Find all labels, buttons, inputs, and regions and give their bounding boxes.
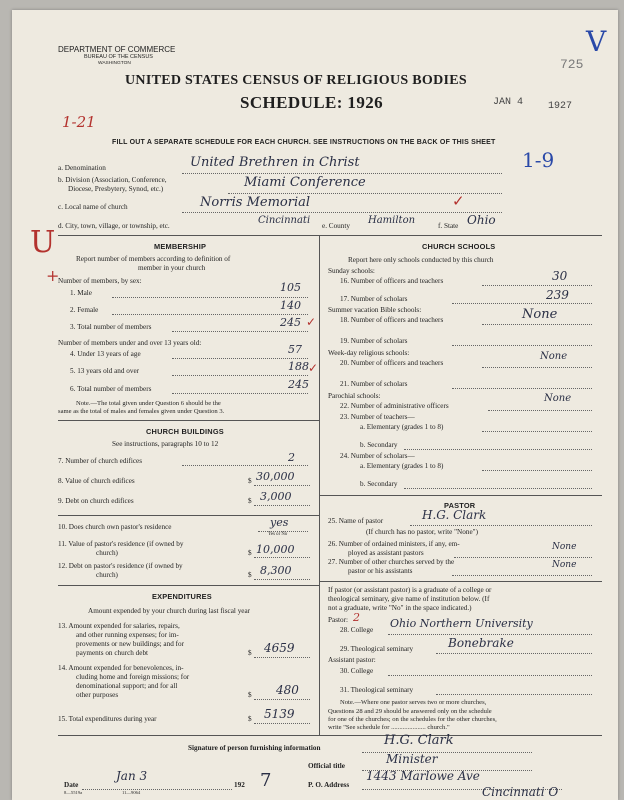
q1-label: 1. Male bbox=[70, 289, 92, 297]
grad-note-line3: not a graduate, write "No" in the space indicated.) bbox=[328, 604, 472, 612]
q5-label: 5. 13 years old and over bbox=[70, 367, 140, 375]
sunday-label: Sunday schools: bbox=[328, 267, 375, 275]
q26-label-line1: 26. Number of ordained ministers, if any, em- bbox=[328, 540, 460, 548]
q26-line bbox=[454, 557, 592, 558]
q22-value: None bbox=[544, 393, 572, 404]
q26-label-line2: ployed as assistant pastors bbox=[348, 549, 424, 557]
official-title-value: Minister bbox=[386, 752, 438, 766]
year-value: 7 bbox=[260, 770, 272, 791]
q5-line bbox=[172, 375, 308, 376]
q29-value: Bonebrake bbox=[448, 636, 514, 650]
year-label: 192 bbox=[234, 781, 245, 789]
q4-value: 57 bbox=[288, 343, 302, 356]
q24-label: 24. Number of scholars— bbox=[340, 452, 415, 460]
date-line bbox=[82, 789, 232, 790]
q11-label-line2: church) bbox=[96, 549, 118, 557]
serial-number: 725 bbox=[560, 57, 584, 72]
graduate-divider bbox=[319, 581, 602, 582]
q13-line bbox=[254, 657, 310, 658]
form-number-2: 11—9064 bbox=[122, 790, 141, 795]
q1-line bbox=[112, 297, 308, 298]
membership-title: MEMBERSHIP bbox=[154, 242, 207, 251]
q5-value: 188 bbox=[288, 360, 309, 373]
q25-note: (If church has no pastor, write "None") bbox=[366, 528, 478, 536]
q9-dollar: $ bbox=[248, 497, 252, 505]
q17-label: 17. Number of scholars bbox=[340, 295, 408, 303]
q17-line bbox=[452, 303, 592, 304]
received-stamp-date: JAN 4 bbox=[493, 97, 524, 108]
q6-value: 245 bbox=[288, 378, 309, 391]
q31-label: 31. Theological seminary bbox=[340, 686, 414, 694]
q22-line bbox=[488, 410, 592, 411]
q18-value: None bbox=[522, 307, 558, 322]
q14-line3: denominational support; and for all bbox=[76, 682, 178, 690]
po-address-value: 1443 Marlowe Ave bbox=[366, 769, 480, 783]
q7-label: 7. Number of church edifices bbox=[58, 457, 143, 465]
summer-label: Summer vacation Bible schools: bbox=[328, 306, 422, 314]
by-sex-label: Number of members, by sex: bbox=[58, 277, 142, 285]
pastor-note-line3: for one of the churches; on the schedules for the other churches, bbox=[328, 716, 497, 723]
q31-line bbox=[436, 694, 592, 695]
q8-line bbox=[254, 485, 310, 486]
q13-line1: 13. Amount expended for salaries, repairs, bbox=[58, 622, 180, 630]
q29-label: 29. Theological seminary bbox=[340, 645, 414, 653]
q9-value: 3,000 bbox=[260, 490, 292, 503]
q10-label: 10. Does church own pastor's residence bbox=[58, 523, 172, 531]
q11-value: 10,000 bbox=[256, 543, 295, 556]
q16-line bbox=[482, 285, 592, 286]
signature-value: H.G. Clark bbox=[384, 733, 454, 748]
local-name-value: Norris Memorial bbox=[200, 195, 311, 210]
pastor-note-line4: write "See schedule for ..................... church." bbox=[328, 724, 450, 731]
q14-value: 480 bbox=[276, 683, 299, 697]
local-name-line bbox=[182, 212, 502, 213]
q16-value: 30 bbox=[552, 269, 568, 283]
q7-value: 2 bbox=[288, 451, 295, 464]
division-value: Miami Conference bbox=[244, 175, 366, 190]
q24b-line bbox=[404, 488, 592, 489]
date-value: Jan 3 bbox=[116, 769, 148, 783]
q16-label: 16. Number of officers and teachers bbox=[340, 277, 444, 285]
official-title-label: Official title bbox=[308, 762, 345, 770]
buildings-title: CHURCH BUILDINGS bbox=[146, 427, 224, 436]
q11-dollar: $ bbox=[248, 549, 252, 557]
q15-value: 5139 bbox=[264, 707, 295, 721]
q19-line bbox=[452, 345, 592, 346]
q14-line2: cluding home and foreign missions; for bbox=[76, 673, 190, 681]
q3-value: 245 bbox=[280, 316, 301, 329]
q9-line bbox=[254, 505, 310, 506]
denomination-label: a. Denomination bbox=[58, 164, 106, 172]
q18-label: 18. Number of officers and teachers bbox=[340, 316, 444, 324]
red-check-mark: ✓ bbox=[452, 192, 465, 210]
q1-value: 105 bbox=[280, 281, 301, 294]
q2-value: 140 bbox=[280, 299, 301, 312]
q4-line bbox=[172, 358, 308, 359]
q24b-label: b. Secondary bbox=[360, 480, 398, 488]
q13-dollar: $ bbox=[248, 649, 252, 657]
parochial-label: Parochial schools: bbox=[328, 392, 381, 400]
pastor-sub-label: Pastor: bbox=[328, 616, 348, 624]
state-label: f. State bbox=[438, 222, 459, 230]
q11-line bbox=[254, 557, 310, 558]
denomination-value: United Brethren in Christ bbox=[190, 155, 360, 170]
form-number-1: 8—5519a bbox=[64, 790, 83, 795]
q3-red-check: ✓ bbox=[306, 315, 317, 329]
denomination-code: 1-9 bbox=[522, 148, 555, 172]
q2-label: 2. Female bbox=[70, 306, 99, 314]
pastor-divider bbox=[319, 495, 602, 496]
membership-note2: same as the total of males and females given under Question 3. bbox=[58, 408, 225, 415]
q13-value: 4659 bbox=[264, 641, 295, 655]
membership-sub2: member in your church bbox=[138, 264, 206, 272]
q3-line bbox=[172, 331, 308, 332]
q3-label: 3. Total number of members bbox=[70, 323, 152, 331]
q12-dollar: $ bbox=[248, 571, 252, 579]
q27-line bbox=[452, 575, 592, 576]
membership-sub1: Report number of members according to definition of bbox=[76, 255, 231, 263]
q20-label: 20. Number of officers and teachers bbox=[340, 359, 444, 367]
bureau-label: BUREAU OF THE CENSUS bbox=[84, 54, 153, 60]
under-over-label: Number of members under and over 13 years old: bbox=[58, 339, 202, 347]
q23a-line bbox=[482, 431, 592, 432]
form-title: UNITED STATES CENSUS OF RELIGIOUS BODIES bbox=[125, 73, 468, 88]
q27-label-line1: 27. Number of other churches served by the bbox=[328, 558, 455, 566]
schedule-title: SCHEDULE: 1926 bbox=[240, 93, 384, 112]
q8-label: 8. Value of church edifices bbox=[58, 477, 135, 485]
q2-line bbox=[112, 314, 308, 315]
q9-label: 9. Debt on church edifices bbox=[58, 497, 134, 505]
q23b-line bbox=[404, 449, 592, 450]
footer-divider bbox=[58, 735, 602, 736]
signature-label: Signature of person furnishing information bbox=[188, 744, 321, 752]
pastor-title: PASTOR bbox=[444, 501, 476, 510]
q15-line bbox=[254, 723, 310, 724]
q15-dollar: $ bbox=[248, 715, 252, 723]
q14-line1: 14. Amount expended for benevolences, in- bbox=[58, 664, 184, 672]
city-value: Cincinnati bbox=[258, 215, 311, 226]
buildings-divider bbox=[58, 420, 319, 421]
q7-line bbox=[182, 465, 308, 466]
denomination-line bbox=[182, 173, 502, 174]
column-divider bbox=[319, 235, 320, 735]
department-label: DEPARTMENT OF COMMERCE bbox=[58, 45, 176, 54]
buildings-sub: See instructions, paragraphs 10 to 12 bbox=[112, 440, 219, 448]
q4-label: 4. Under 13 years of age bbox=[70, 350, 141, 358]
q17-value: 239 bbox=[546, 288, 569, 302]
q12-label-line2: church) bbox=[96, 571, 118, 579]
corner-code-mark: 1-21 bbox=[62, 113, 96, 131]
q24a-label: a. Elementary (grades 1 to 8) bbox=[360, 462, 444, 470]
po-address-label: P. O. Address bbox=[308, 781, 350, 789]
q30-label: 30. College bbox=[340, 667, 374, 675]
q14-line bbox=[254, 699, 310, 700]
pastor-red-mark: 2 bbox=[353, 611, 360, 624]
q25-label: 25. Name of pastor bbox=[328, 517, 384, 525]
q30-line bbox=[388, 675, 592, 676]
q14-line4: other purposes bbox=[76, 691, 119, 699]
division-label-line1: b. Division (Association, Conference, bbox=[58, 176, 167, 184]
census-schedule-form bbox=[12, 10, 618, 800]
q27-label-line2: pastor or his assistants bbox=[348, 567, 413, 575]
expenditures-sub: Amount expended by your church during last fiscal year bbox=[88, 607, 251, 615]
q12-label-line1: 12. Debt on pastor's residence (if owned by bbox=[58, 562, 183, 570]
q29-line bbox=[436, 653, 592, 654]
q22-label: 22. Number of administrative officers bbox=[340, 402, 449, 410]
q25-value: H.G. Clark bbox=[422, 508, 487, 522]
q25-line bbox=[410, 525, 592, 526]
q10-value: yes bbox=[270, 516, 289, 529]
q27-value: None bbox=[552, 560, 577, 570]
grad-note-line2: theological seminary, give name of institution below. (If bbox=[328, 595, 490, 603]
q8-value: 30,000 bbox=[256, 470, 295, 483]
q28-label: 28. College bbox=[340, 626, 374, 634]
q23b-label: b. Secondary bbox=[360, 441, 398, 449]
q21-line bbox=[452, 388, 592, 389]
weekday-label: Week-day religious schools: bbox=[328, 349, 410, 357]
red-plus-mark: + bbox=[46, 266, 60, 285]
q23-label: 23. Number of teachers— bbox=[340, 413, 415, 421]
red-u-mark: U bbox=[30, 225, 56, 260]
q20-value: None bbox=[540, 351, 568, 362]
schools-sub: Report here only schools conducted by this church bbox=[348, 256, 494, 264]
section-divider bbox=[58, 235, 602, 236]
q28-value: Ohio Northern University bbox=[390, 617, 533, 630]
q13-line3: provements or new buildings; and for bbox=[76, 640, 184, 648]
expenditures-title: EXPENDITURES bbox=[152, 592, 212, 601]
check-mark: V bbox=[586, 25, 607, 58]
grad-note-line1: If pastor (or assistant pastor) is a graduate of a college or bbox=[328, 586, 492, 594]
received-stamp-year: 1927 bbox=[548, 101, 573, 112]
q26-value: None bbox=[552, 542, 577, 552]
q19-label: 19. Number of scholars bbox=[340, 337, 408, 345]
q12-line bbox=[254, 579, 310, 580]
q13-line4: payments on church debt bbox=[76, 649, 149, 657]
county-value: Hamilton bbox=[368, 215, 416, 226]
city-label: WASHINGTON bbox=[98, 61, 131, 66]
yes-no-hint: Yes or No bbox=[268, 532, 288, 537]
membership-note1: Note.—The total given under Question 6 should be the bbox=[76, 400, 221, 407]
q6-label: 6. Total number of members bbox=[70, 385, 152, 393]
q11-label-line1: 11. Value of pastor's residence (if owned by bbox=[58, 540, 184, 548]
q15-label: 15. Total expenditures during year bbox=[58, 715, 157, 723]
county-label: e. County bbox=[322, 222, 350, 230]
q6-line bbox=[172, 393, 308, 394]
instructions-banner: FILL OUT A SEPARATE SCHEDULE FOR EACH CHURCH. SEE INSTRUCTIONS ON THE BACK OF THIS SHEET bbox=[112, 139, 496, 146]
schools-title: CHURCH SCHOOLS bbox=[422, 242, 496, 251]
expenditures-divider bbox=[58, 585, 319, 586]
q14-dollar: $ bbox=[248, 691, 252, 699]
assistant-pastor-label: Assistant pastor: bbox=[328, 656, 376, 664]
po-address-value-2: Cincinnati O bbox=[482, 785, 559, 799]
pastor-note-line1: Note.—Where one pastor serves two or more churches, bbox=[340, 699, 487, 706]
q28-line bbox=[388, 634, 592, 635]
pastor-note-line2: Questions 28 and 29 should be answered only on the schedule bbox=[328, 708, 492, 715]
division-label-line2: Diocese, Presbytery, Synod, etc.) bbox=[68, 185, 164, 193]
q5-red-check: ✓ bbox=[308, 361, 319, 375]
q24a-line bbox=[482, 470, 592, 471]
city-town-label: d. City, town, village, or township, etc. bbox=[58, 222, 170, 230]
q20-line bbox=[482, 367, 592, 368]
q21-label: 21. Number of scholars bbox=[340, 380, 408, 388]
q13-line2: and other running expenses; for im- bbox=[76, 631, 179, 639]
date-label: Date bbox=[64, 781, 79, 789]
q12-value: 8,300 bbox=[260, 564, 292, 577]
q23a-label: a. Elementary (grades 1 to 8) bbox=[360, 423, 444, 431]
local-name-label: c. Local name of church bbox=[58, 203, 128, 211]
q18-line bbox=[482, 324, 592, 325]
state-value: Ohio bbox=[467, 213, 496, 227]
q8-dollar: $ bbox=[248, 477, 252, 485]
